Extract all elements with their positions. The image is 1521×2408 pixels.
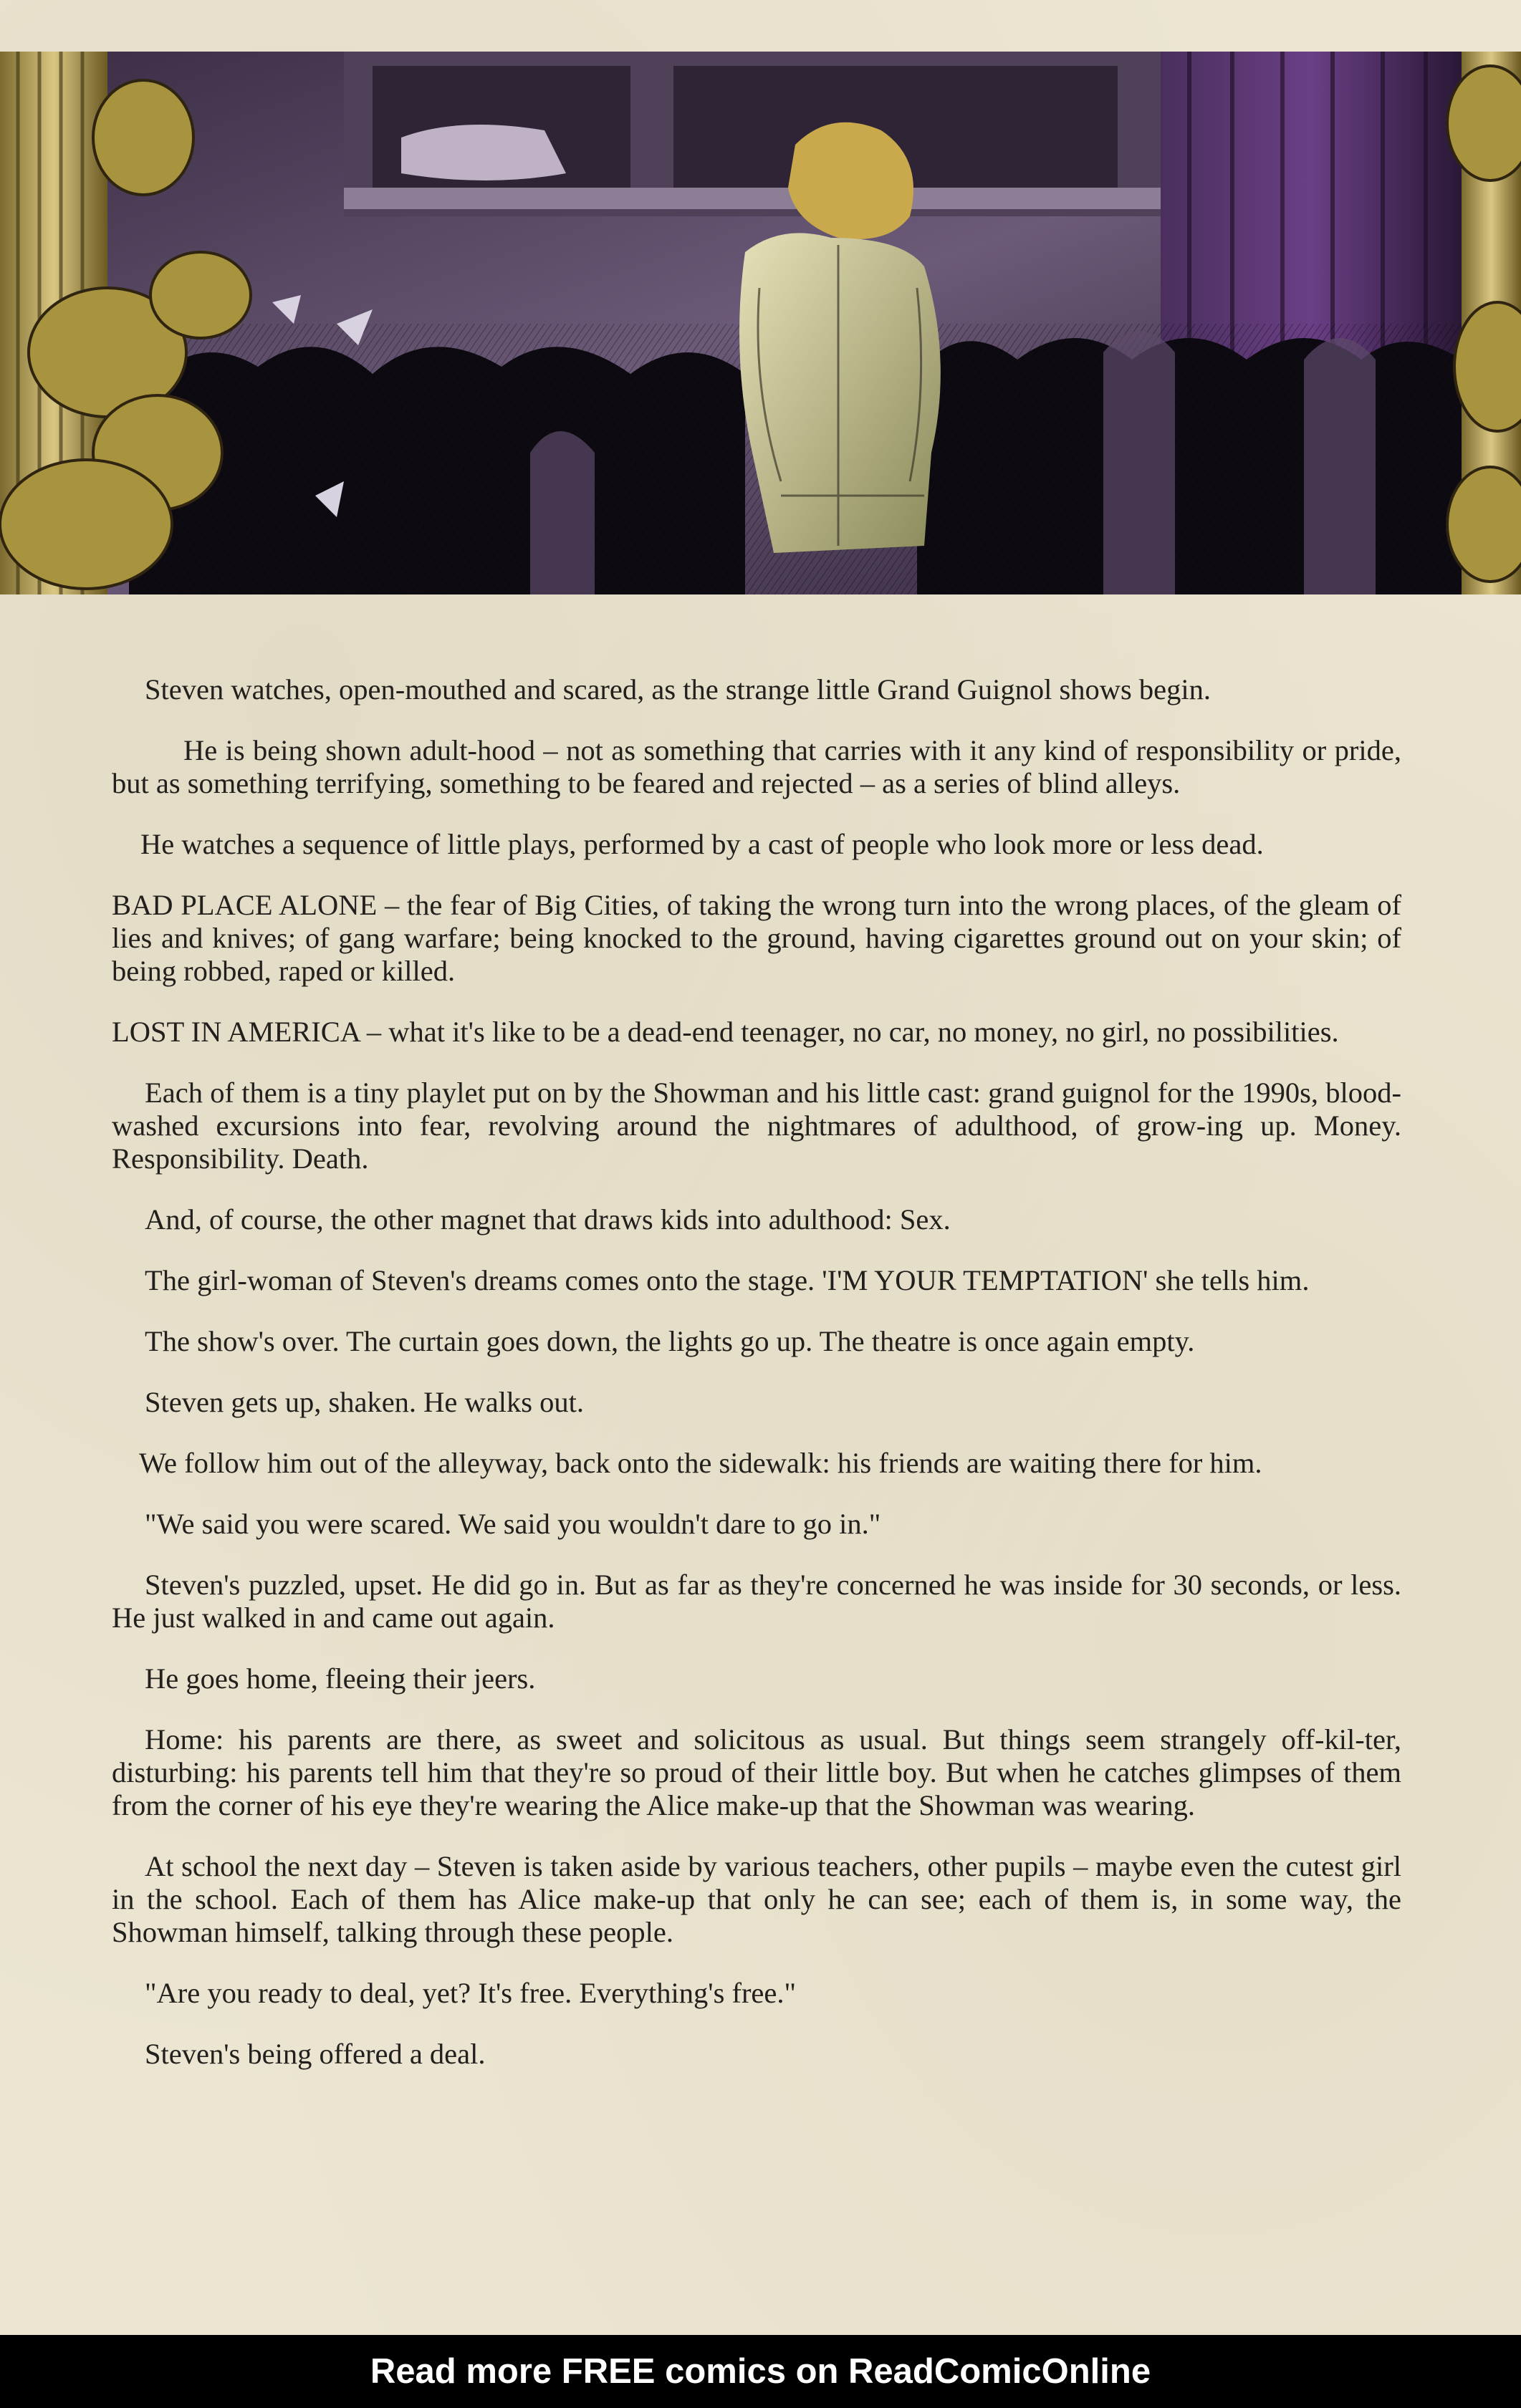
paragraph-12: "We said you were scared. We said you wouldn't dare to go in." [145, 1508, 881, 1540]
theatre-scene-illustration [0, 52, 1521, 594]
paragraph-2: He is being shown adult-hood – not as something that carries with it any kind of responsibility or pride, but as something terrifying, something to be feared and rejected – as a series of blind alleys. [112, 734, 1401, 799]
paragraph-7: And, of course, the other magnet that draws kids into adulthood: Sex. [145, 1203, 951, 1236]
story-text [112, 673, 1401, 2099]
paragraph-14: He goes home, fleeing their jeers. [145, 1662, 536, 1695]
paragraph-8: The girl-woman of Steven's dreams comes onto the stage. 'I'M YOUR TEMPTATION' she tells him. [145, 1264, 1310, 1296]
paragraph-16: At school the next day – Steven is taken aside by various teachers, other pupils – maybe even the cutest girl in the school. Each of them has Alice make-up that only he can see; each of them is, in some way, the Showman himself, talking through these people. [112, 1850, 1401, 1948]
paragraph-5: LOST IN AMERICA – what it's like to be a dead-end teenager, no car, no money, no girl, no possibilities. [112, 1016, 1339, 1048]
paragraph-10: Steven gets up, shaken. He walks out. [145, 1386, 585, 1418]
paragraph-9: The show's over. The curtain goes down, the lights go up. The theatre is once again empty. [145, 1325, 1195, 1357]
paragraph-17: "Are you ready to deal, yet? It's free. Everything's free." [145, 1977, 797, 2009]
paragraph-6: Each of them is a tiny playlet put on by the Showman and his little cast: grand guignol for the 1990s, blood-washed excursions into fear, revolving around the nightmares of adulthood, of grow-ing up. Money. Responsibility. Death. [112, 1077, 1401, 1175]
paragraph-15: Home: his parents are there, as sweet and solicitous as usual. But things seem strangely off-kil-ter, disturbing: his parents tell him that they're so proud of their little boy. But when he catches glimpses of them from the corner of his eye they're wearing the Alice make-up that the Showman was wearing. [112, 1723, 1401, 1821]
paragraph-11: We follow him out of the alleyway, back onto the sidewalk: his friends are waiting there for him. [139, 1447, 1262, 1479]
paragraph-1: Steven watches, open-mouthed and scared, as the strange little Grand Guignol shows begin. [145, 673, 1211, 705]
paragraph-18: Steven's being offered a deal. [145, 2038, 486, 2070]
paragraph-3: He watches a sequence of little plays, performed by a cast of people who look more or less dead. [140, 828, 1264, 860]
comic-panel-image [0, 52, 1521, 594]
footer-banner[interactable] [0, 2335, 1521, 2408]
paragraph-4: BAD PLACE ALONE – the fear of Big Cities, of taking the wrong turn into the wrong places, of the gleam of lies and knives; of gang warfare; being knocked to the ground, having cigarettes ground out on your skin; of being robbed, raped or killed. [112, 889, 1401, 987]
paragraph-13: Steven's puzzled, upset. He did go in. But as far as they're concerned he was inside for 30 seconds, or less. He just walked in and came out again. [112, 1569, 1401, 1634]
footer-link-text[interactable]: Read more FREE comics on ReadComicOnline [370, 2352, 1151, 2391]
